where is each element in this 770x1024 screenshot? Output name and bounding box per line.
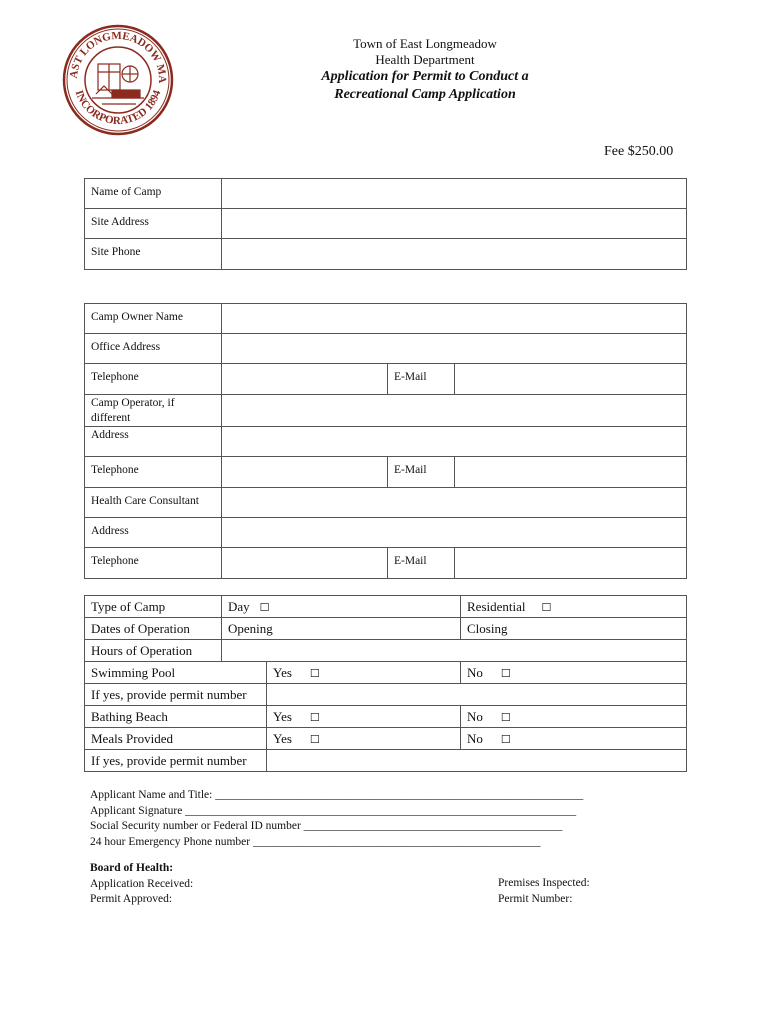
beach-yes-checkbox[interactable]: ☐: [309, 711, 320, 724]
beach-no-label: No: [467, 709, 483, 724]
consultant-address-field[interactable]: [222, 518, 687, 548]
beach-no-checkbox[interactable]: ☐: [500, 711, 511, 724]
office-address-label: Office Address: [85, 334, 222, 364]
pool-no-checkbox[interactable]: ☐: [500, 667, 511, 680]
pool-permit-label: If yes, provide permit number: [85, 684, 267, 706]
permit-approved-label: Permit Approved:: [90, 893, 173, 905]
owner-info-table: [84, 303, 687, 579]
health-consultant-label: Health Care Consultant: [85, 488, 222, 518]
document-header: [300, 36, 550, 104]
meals-no-label: No: [467, 731, 483, 746]
pool-permit-field[interactable]: [267, 684, 687, 706]
residential-label: Residential: [467, 599, 526, 614]
camp-name-label: Name of Camp: [85, 179, 222, 209]
owner-name-label: Camp Owner Name: [85, 304, 222, 334]
camp-details-table: [84, 595, 687, 772]
site-address-field[interactable]: [222, 209, 687, 239]
pool-no-label: No: [467, 665, 483, 680]
day-option[interactable]: [222, 596, 461, 618]
site-phone-field[interactable]: [222, 239, 687, 270]
operator-field[interactable]: [222, 395, 687, 427]
camp-name-field[interactable]: [222, 179, 687, 209]
document-title-line2: Recreational Camp Application: [334, 87, 516, 102]
operator-address-label: Address: [85, 427, 222, 457]
site-phone-label: Site Phone: [85, 239, 222, 270]
permit-number-label: Permit Number:: [498, 892, 573, 905]
closing-label: Closing: [467, 621, 508, 636]
department-name: Health Department: [375, 52, 475, 67]
consultant-telephone-field[interactable]: [222, 548, 388, 579]
beach-yes-option[interactable]: [267, 706, 461, 728]
day-checkbox[interactable]: ☐: [259, 601, 270, 614]
operator-address-field[interactable]: [222, 427, 687, 457]
document-title-line1: Application for Permit to Conduct a: [321, 69, 529, 84]
dates-of-operation-label: Dates of Operation: [85, 618, 222, 640]
meals-permit-field[interactable]: [267, 750, 687, 772]
consultant-address-label: Address: [85, 518, 222, 548]
operator-telephone-label: Telephone: [85, 457, 222, 488]
town-seal-logo: [62, 24, 174, 136]
opening-label: Opening: [228, 621, 273, 636]
bathing-beach-label: Bathing Beach: [85, 706, 267, 728]
pool-yes-checkbox[interactable]: ☐: [309, 667, 320, 680]
meals-permit-label: If yes, provide permit number: [85, 750, 267, 772]
meals-yes-checkbox[interactable]: ☐: [309, 733, 320, 746]
premises-inspected-label: Premises Inspected:: [498, 877, 590, 889]
consultant-email-field[interactable]: [455, 548, 687, 579]
meals-no-option[interactable]: [461, 728, 687, 750]
type-of-camp-label: Type of Camp: [85, 596, 222, 618]
operator-telephone-field[interactable]: [222, 457, 388, 488]
operator-email-field[interactable]: [455, 457, 687, 488]
office-address-field[interactable]: [222, 334, 687, 364]
town-name: Town of East Longmeadow: [353, 36, 497, 51]
emergency-phone-line[interactable]: 24 hour Emergency Phone number __________________________________________________: [90, 835, 541, 848]
opening-field[interactable]: [222, 618, 461, 640]
hours-of-operation-label: Hours of Operation: [85, 640, 222, 662]
camp-info-table: [84, 178, 687, 270]
hours-of-operation-field[interactable]: [222, 640, 687, 662]
closing-field[interactable]: [461, 618, 687, 640]
applicant-section: [90, 788, 583, 850]
day-label: Day: [228, 599, 250, 614]
residential-checkbox[interactable]: ☐: [541, 601, 552, 614]
health-consultant-field[interactable]: [222, 488, 687, 518]
operator-label-line2: different: [91, 412, 131, 424]
owner-telephone-label: Telephone: [85, 364, 222, 395]
meals-provided-label: Meals Provided: [85, 728, 267, 750]
swimming-pool-label: Swimming Pool: [85, 662, 267, 684]
beach-yes-label: Yes: [273, 709, 292, 724]
site-address-label: Site Address: [85, 209, 222, 239]
owner-name-field[interactable]: [222, 304, 687, 334]
svg-text:INCORPORATED 1894: INCORPORATED 1894: [72, 88, 164, 128]
operator-label: [85, 395, 222, 427]
seal-graphic: [62, 24, 174, 136]
applicant-name-title-line[interactable]: Applicant Name and Title: ________________________________________________________________: [90, 789, 584, 801]
operator-email-label: E-Mail: [388, 457, 455, 488]
consultant-email-label: E-Mail: [388, 548, 455, 579]
board-heading: Board of Health:: [90, 862, 174, 874]
board-of-health-section: [90, 861, 193, 908]
ssn-line[interactable]: Social Security number or Federal ID number _____________________________________________: [90, 820, 563, 832]
pool-yes-option[interactable]: [267, 662, 461, 684]
residential-option[interactable]: [461, 596, 687, 618]
pool-no-option[interactable]: [461, 662, 687, 684]
pool-yes-label: Yes: [273, 665, 292, 680]
owner-email-label: E-Mail: [388, 364, 455, 395]
applicant-signature-line[interactable]: Applicant Signature ____________________________________________________________________: [90, 804, 577, 817]
owner-email-field[interactable]: [455, 364, 687, 395]
application-received-label: Application Received:: [90, 877, 194, 890]
board-of-health-right: [498, 876, 590, 907]
meals-no-checkbox[interactable]: ☐: [500, 733, 511, 746]
meals-yes-label: Yes: [273, 731, 292, 746]
beach-no-option[interactable]: [461, 706, 687, 728]
operator-label-line1: Camp Operator, if: [91, 397, 175, 409]
consultant-telephone-label: Telephone: [85, 548, 222, 579]
owner-telephone-field[interactable]: [222, 364, 388, 395]
svg-text:EAST LONGMEADOW MA.: AST LONGMEADOW MA: [67, 29, 169, 84]
fee-amount: Fee $250.00: [604, 144, 674, 159]
meals-yes-option[interactable]: [267, 728, 461, 750]
